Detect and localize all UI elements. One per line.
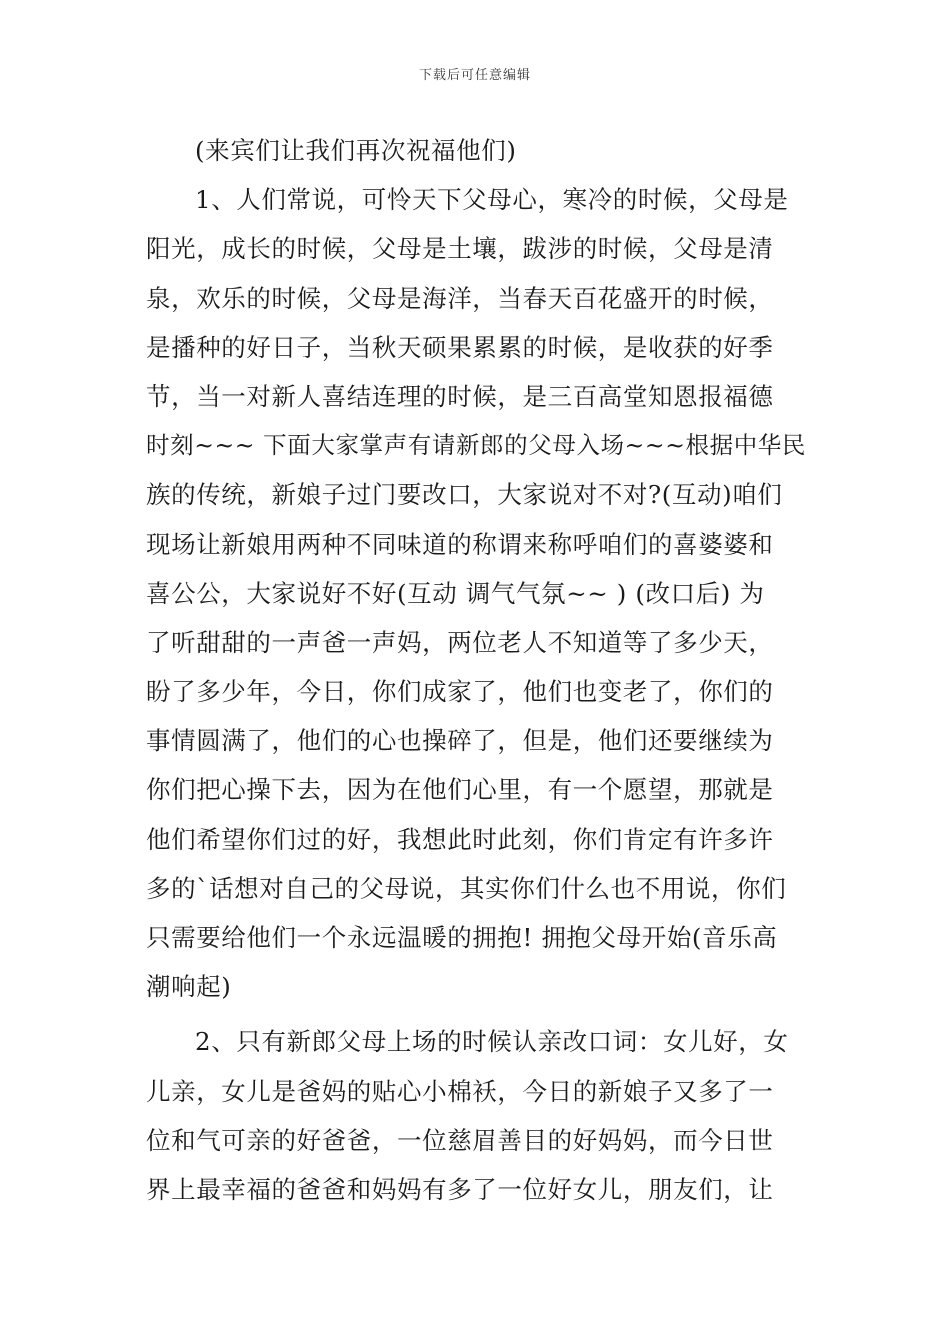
text-line: 阳光，成长的时候，父母是土壤，跋涉的时候，父母是清 xyxy=(146,234,774,264)
text-line: 现场让新娘用两种不同味道的称谓来称呼咱们的喜婆婆和 xyxy=(146,529,774,559)
text-line: 盼了多少年，今日，你们成家了，他们也变老了，你们的 xyxy=(146,677,774,707)
text-line: 潮响起) xyxy=(146,972,232,1002)
text-line: 节，当一对新人喜结连理的时候，是三百高堂知恩报福德 xyxy=(146,381,774,411)
text-line: 时刻~~~ 下面大家掌声有请新郎的父母入场~~~根据中华民 xyxy=(146,431,807,460)
text-line: 他们希望你们过的好，我想此时此刻，你们肯定有许多许 xyxy=(146,824,774,854)
text-line: (来宾们让我们再次祝福他们) xyxy=(195,136,517,165)
text-line: 多的`话想对自己的父母说，其实你们什么也不用说，你们 xyxy=(146,873,787,903)
text-line: 喜公公，大家说好不好(互动 调气气氛~~ ) (改口后) 为 xyxy=(146,578,765,608)
paragraph-parents-entrance xyxy=(146,175,810,1011)
text-line: 位和气可亲的好爸爸，一位慈眉善目的好妈妈，而今日世 xyxy=(146,1125,774,1155)
text-line: 是播种的好日子，当秋天硕果累累的时候，是收获的好季 xyxy=(146,332,774,362)
text-line: 族的传统，新娘子过门要改口，大家说对不对?(互动)咱们 xyxy=(146,480,783,510)
paragraph-groom-parents xyxy=(146,1017,810,1214)
text-line: 2、只有新郎父母上场的时候认亲改口词：女儿好，女 xyxy=(195,1027,789,1057)
page-header: 下载后可任意编辑 xyxy=(418,68,531,83)
text-line: 泉，欢乐的时候，父母是海洋，当春天百花盛开的时候， xyxy=(146,283,774,313)
text-line: 你们把心操下去，因为在他们心里，有一个愿望，那就是 xyxy=(146,775,774,805)
text-line: 1、人们常说，可怜天下父母心，寒冷的时候，父母是 xyxy=(195,185,789,215)
text-line: 界上最幸福的爸爸和妈妈有多了一位好女儿，朋友们，让 xyxy=(146,1174,774,1204)
text-line: 儿亲，女儿是爸妈的贴心小棉袄，今日的新娘子又多了一 xyxy=(146,1076,774,1106)
text-line: 只需要给他们一个永远温暖的拥抱! 拥抱父母开始(音乐高 xyxy=(146,923,778,952)
paragraph-blessing xyxy=(146,126,810,175)
text-line: 事情圆满了，他们的心也操碎了，但是，他们还要继续为 xyxy=(146,726,774,756)
text-line: 了听甜甜的一声爸一声妈，两位老人不知道等了多少天， xyxy=(146,627,774,657)
document-body xyxy=(146,126,810,1214)
